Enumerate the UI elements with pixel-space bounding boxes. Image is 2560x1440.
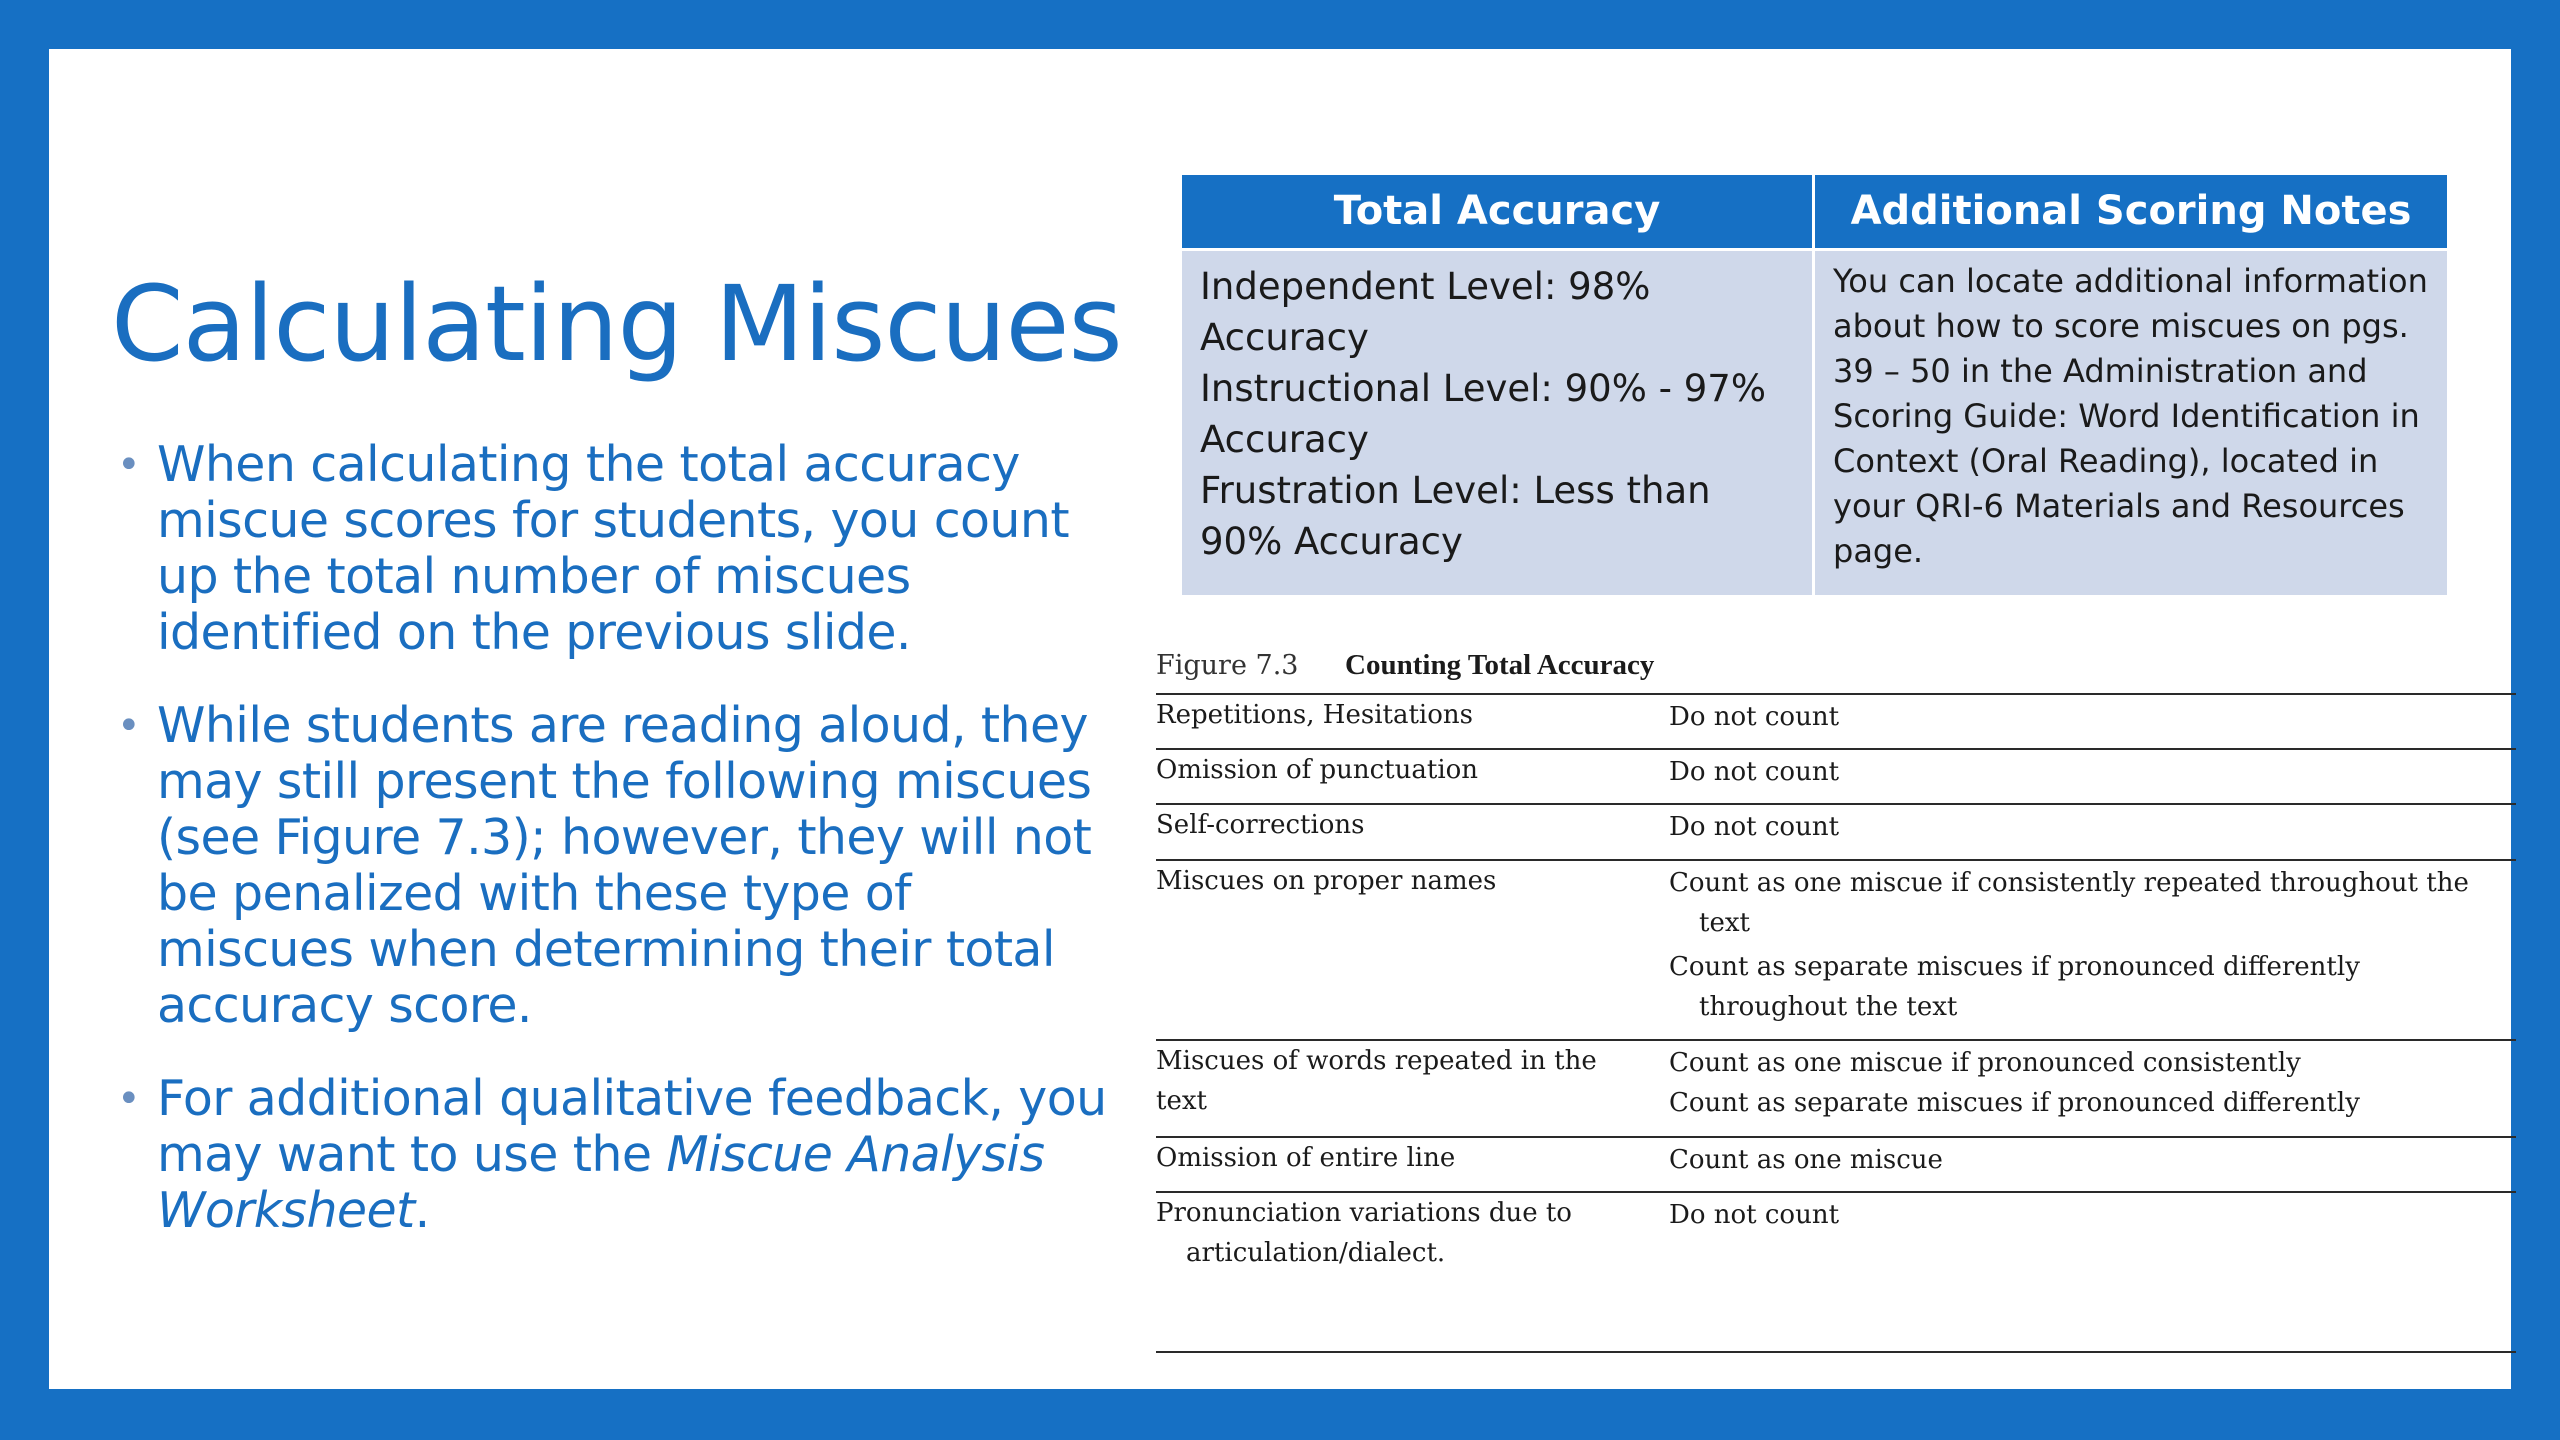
bullet-text: While students are reading aloud, they may still present the following miscues (see Figure 7.3); however, they will not be penalized with these type of miscues when determining their total accuracy score. xyxy=(157,697,1092,1034)
frustration-level: Frustration Level: Less than 90% Accuracy xyxy=(1200,469,1711,563)
slide-title: Calculating Miscues xyxy=(111,263,1122,385)
accuracy-levels-cell xyxy=(1182,251,1812,595)
count-rule: Do not count xyxy=(1669,812,1840,842)
figure-row xyxy=(1156,1039,2516,1137)
count-rule: Do not count xyxy=(1669,702,1840,732)
independent-level: Independent Level: 98% Accuracy xyxy=(1200,265,1651,359)
figure-row xyxy=(1156,859,2516,1037)
miscue-type: Self-corrections xyxy=(1156,810,1365,840)
bullet-icon: • xyxy=(117,442,140,488)
figure-row xyxy=(1156,1191,2516,1289)
accuracy-table xyxy=(1182,175,2447,595)
count-rule: Count as one miscue xyxy=(1669,1145,1943,1175)
figure-caption xyxy=(1156,649,1654,682)
slide xyxy=(49,49,2511,1389)
count-rule: Do not count xyxy=(1669,1200,1840,1230)
count-rule: Count as separate miscues if pronounced differently throughout the text xyxy=(1669,952,2360,1022)
bullet-item xyxy=(117,698,1117,1034)
instructional-level: Instructional Level: 90% - 97% Accuracy xyxy=(1200,367,1766,461)
scoring-notes-cell xyxy=(1815,251,2447,595)
bullet-item xyxy=(117,1071,1117,1239)
figure-row xyxy=(1156,803,2516,859)
count-rule: Count as separate miscues if pronounced differently xyxy=(1669,1088,2360,1118)
count-rule: Do not count xyxy=(1669,757,1840,787)
count-rule: Count as one miscue if consistently repeated throughout the text xyxy=(1669,868,2469,938)
bullet-text-end: . xyxy=(414,1182,430,1239)
miscue-type: Repetitions, Hesitations xyxy=(1156,700,1473,730)
miscue-type: Pronunciation variations due to articulation/dialect. xyxy=(1156,1198,1572,1268)
header-total-accuracy: Total Accuracy xyxy=(1182,175,1812,248)
bullet-item xyxy=(117,437,1117,661)
figure-title: Counting Total Accuracy xyxy=(1345,649,1655,681)
bullet-list xyxy=(117,437,1117,1276)
bullet-text: For additional qualitative feedback, you may want to use the xyxy=(157,1070,1107,1183)
count-rule: Count as one miscue if pronounced consistently xyxy=(1669,1048,2301,1078)
scoring-notes-text: You can locate additional information about how to score miscues on pgs. 39 – 50 in the Administration and Scoring Guide: Word Identification in Context (Oral Reading), located in your QRI-6 Materials and Resources page. xyxy=(1833,262,2428,570)
miscue-type: Omission of punctuation xyxy=(1156,755,1479,785)
figure-number: Figure 7.3 xyxy=(1156,650,1299,681)
miscue-type: Miscues on proper names xyxy=(1156,866,1497,896)
header-scoring-notes: Additional Scoring Notes xyxy=(1815,175,2447,248)
bullet-icon: • xyxy=(117,1076,140,1122)
figure-row xyxy=(1156,693,2516,749)
figure-counting-total-accuracy xyxy=(1156,649,2522,1369)
figure-bottom-rule xyxy=(1156,1351,2516,1353)
figure-row xyxy=(1156,1136,2516,1192)
miscue-type: Omission of entire line xyxy=(1156,1143,1456,1173)
bullet-text: When calculating the total accuracy miscue scores for students, you count up the total number of miscues identified on the previous slide. xyxy=(157,436,1069,661)
figure-row xyxy=(1156,748,2516,804)
miscue-type: Miscues of words repeated in the text xyxy=(1156,1046,1597,1116)
worksheet-title: Miscue Analysis Worksheet xyxy=(157,1126,1045,1239)
bullet-icon: • xyxy=(117,703,140,749)
